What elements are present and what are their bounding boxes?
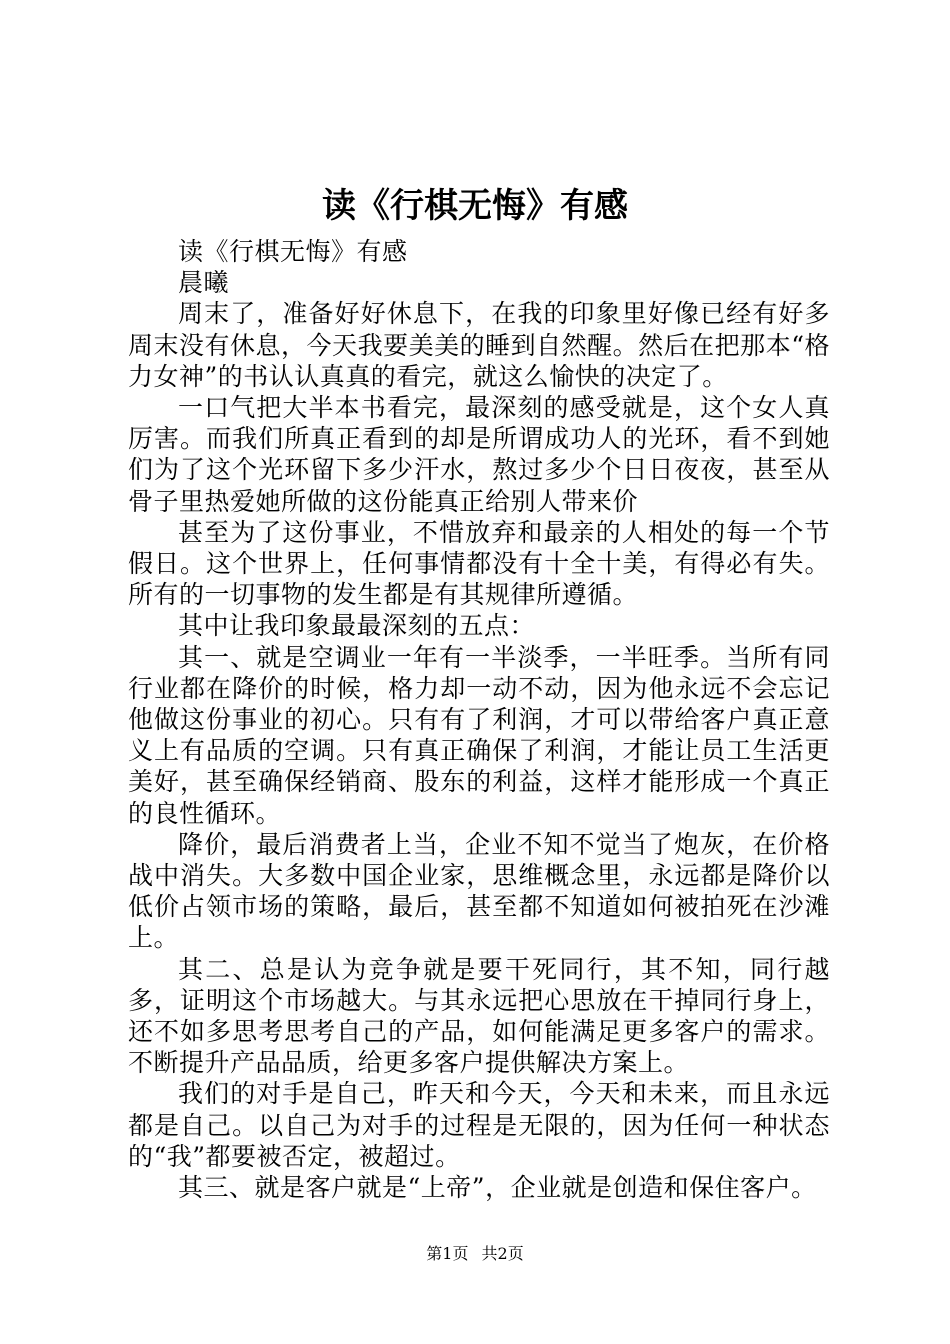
paragraph: 一口气把大半本书看完，最深刻的感受就是，这个女人真厉害。而我们所真正看到的却是所谓成功人的光环，看不到她们为了这个光环留下多少汗水，熬过多少个日日夜夜，甚至从骨子里热爱她所做的这份能真正给别人带来价 (128, 393, 830, 516)
paragraph-author: 晨曦 (178, 268, 230, 298)
paragraph: 降价，最后消费者上当，企业不知不觉当了炮灰，在价格战中消失。大多数中国企业家，思维概念里，永远都是降价以低价占领市场的策略，最后，甚至都不知道如何被拍死在沙滩上。 (128, 829, 830, 953)
paragraph: 其三、就是客户就是“上帝”，企业就是创造和保住客户。 (178, 1173, 817, 1203)
paragraph: 其中让我印象最最深刻的五点： (178, 611, 536, 641)
page-footer (0, 1243, 950, 1265)
paragraph-subtitle: 读《行棋无悔》有感 (178, 237, 408, 266)
paragraph: 其二、总是认为竞争就是要干死同行，其不知，同行越多，证明这个市场越大。与其永远把心思放在干掉同行身上，还不如多思考思考自己的产品，如何能满足更多客户的需求。不断提升产品品质，给更多客户提供解决方案上。 (128, 954, 830, 1078)
paragraph: 我们的对手是自己，昨天和今天，今天和未来，而且永远都是自己。以自己为对手的过程是无限的，因为任何一种状态的“我”都要被否定，被超过。 (128, 1079, 830, 1171)
paragraph: 周末了，准备好好休息下，在我的印象里好像已经有好多周末没有休息，今天我要美美的睡到自然醒。然后在把那本“格力女神”的书认认真真的看完，就这么愉快的决定了。 (128, 299, 830, 391)
document-title: 读《行棋无悔》有感 (322, 186, 628, 226)
paragraph: 其一、就是空调业一年有一半淡季，一半旺季。当所有同行业都在降价的时候，格力却一动不动，因为他永远不会忘记他做这份事业的初心。只有有了利润，才可以带给客户真正意义上有品质的空调。只有真正确保了利润，才能让员工生活更美好，甚至确保经销商、股东的利益，这样才能形成一个真正的良性循环。 (128, 642, 830, 828)
page-number: 第1页 (426, 1244, 469, 1263)
page-total: 共2页 (481, 1244, 524, 1263)
document-body (128, 236, 830, 1203)
paragraph: 甚至为了这份事业，不惜放弃和最亲的人相处的每一个节假日。这个世界上，任何事情都没有十全十美，有得必有失。所有的一切事物的发生都是有其规律所遵循。 (128, 517, 830, 610)
